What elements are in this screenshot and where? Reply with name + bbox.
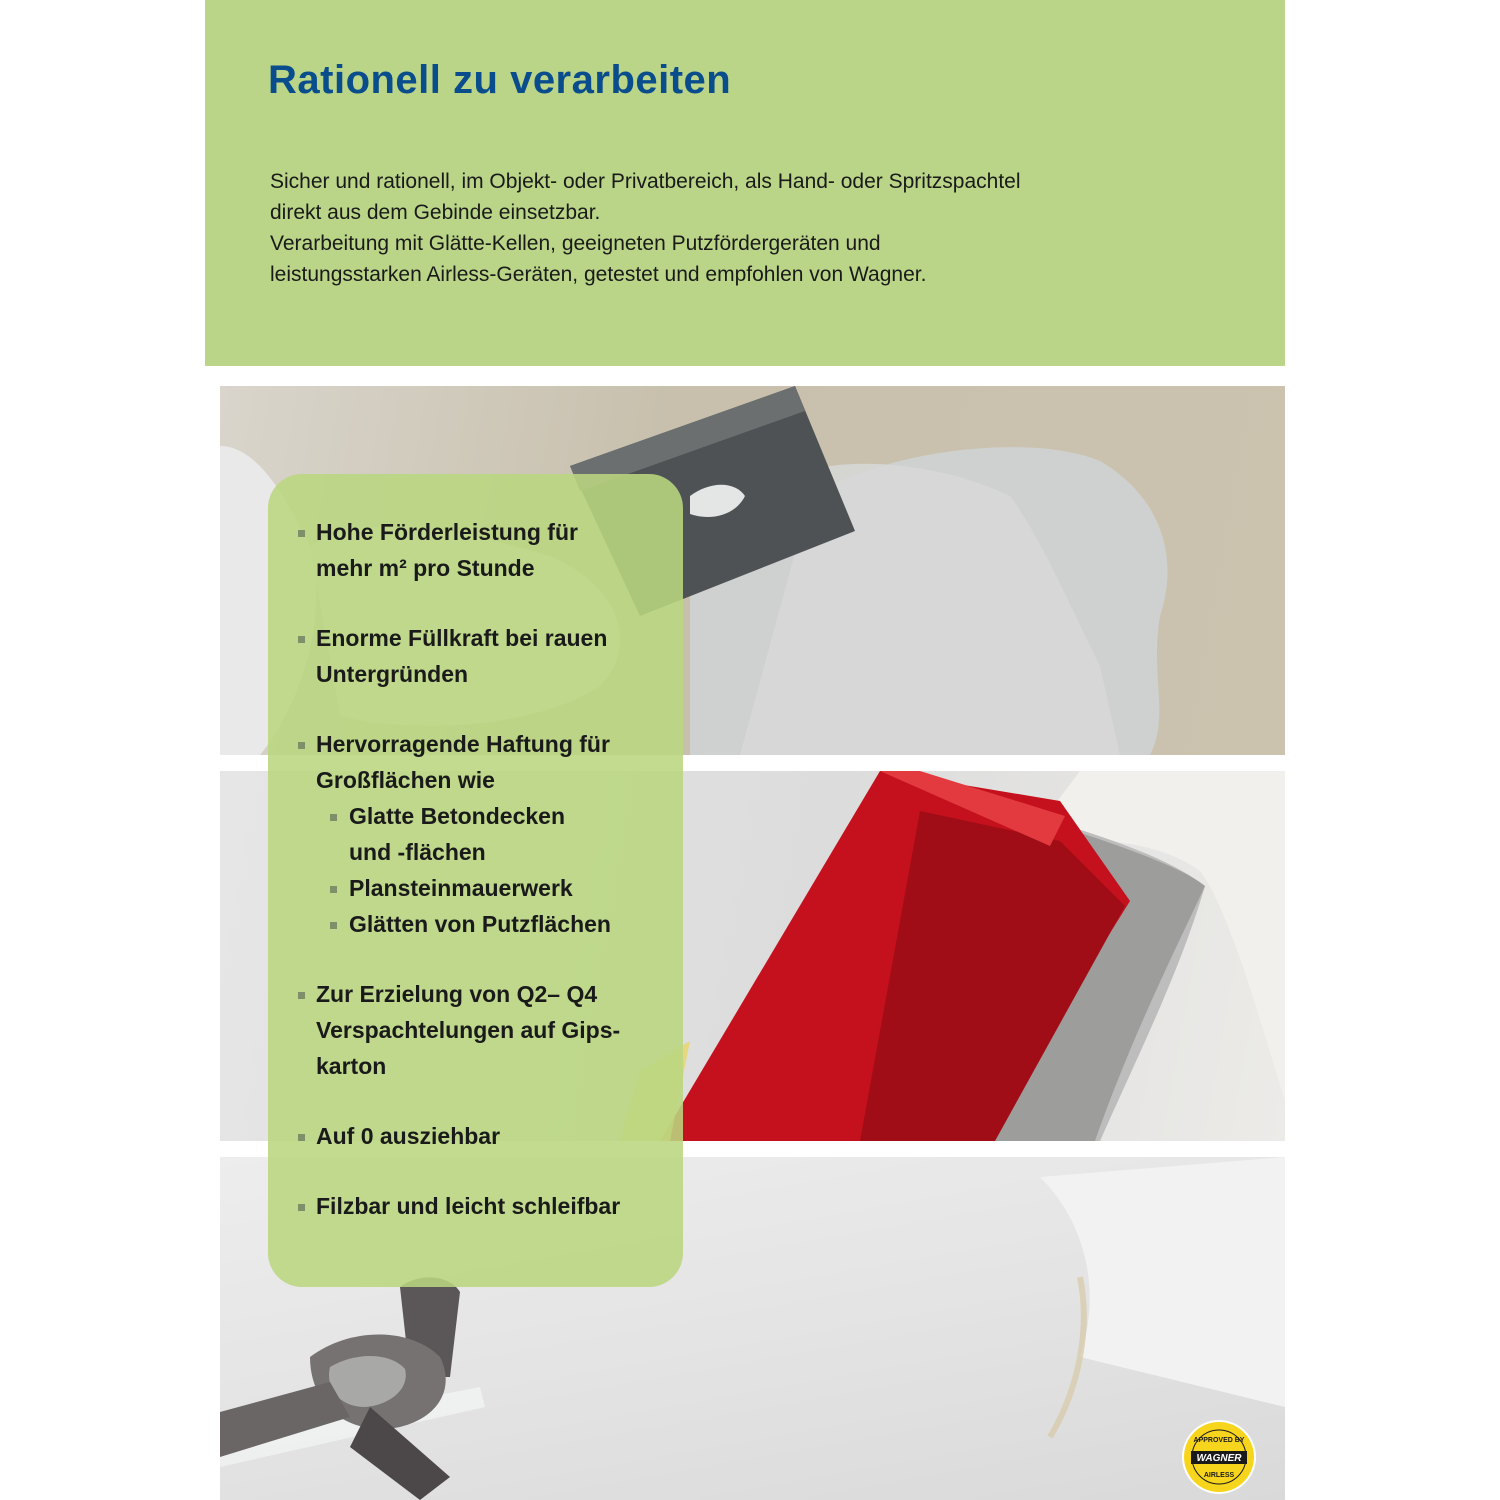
- feature-subitem: Glatte Betondecken und -flächen: [316, 798, 676, 870]
- feature-item: Hervorragende Haftung für Großflächen wie Glatte Betondecken und -flächen Plansteinmauerwerk Glätten von Putzflächen: [296, 726, 676, 942]
- svg-text:WAGNER: WAGNER: [1196, 1453, 1242, 1464]
- feature-item: Enorme Füllkraft bei rauen Untergründen: [296, 620, 676, 692]
- feature-subitem: Glätten von Putzflächen: [316, 906, 676, 942]
- intro-text: [270, 166, 1170, 290]
- page-title: Rationell zu verarbeiten: [268, 58, 732, 102]
- wagner-approved-badge: [1181, 1419, 1257, 1495]
- svg-text:APPROVED BY: APPROVED BY: [1193, 1437, 1245, 1444]
- feature-list: [296, 514, 676, 1258]
- feature-subitem: Plansteinmauerwerk: [316, 870, 676, 906]
- intro-line-4: leistungsstarken Airless-Geräten, getestet und empfohlen von Wagner.: [270, 263, 927, 286]
- feature-item: Filzbar und leicht schleifbar: [296, 1188, 676, 1224]
- feature-item: Auf 0 ausziehbar: [296, 1118, 676, 1154]
- svg-text:AIRLESS: AIRLESS: [1203, 1472, 1235, 1479]
- intro-line-2: direkt aus dem Gebinde einsetzbar.: [270, 201, 601, 224]
- feature-item: Hohe Förderleistung für mehr m² pro Stunde: [296, 514, 676, 586]
- feature-item: Zur Erzielung von Q2– Q4 Verspachtelungen auf Gips- karton: [296, 976, 676, 1084]
- intro-line-1: Sicher und rationell, im Objekt- oder Privatbereich, als Hand- oder Spritzspachtel: [270, 170, 1021, 193]
- feature-sublist: [316, 798, 676, 942]
- intro-line-3: Verarbeitung mit Glätte-Kellen, geeigneten Putzfördergeräten und: [270, 232, 881, 255]
